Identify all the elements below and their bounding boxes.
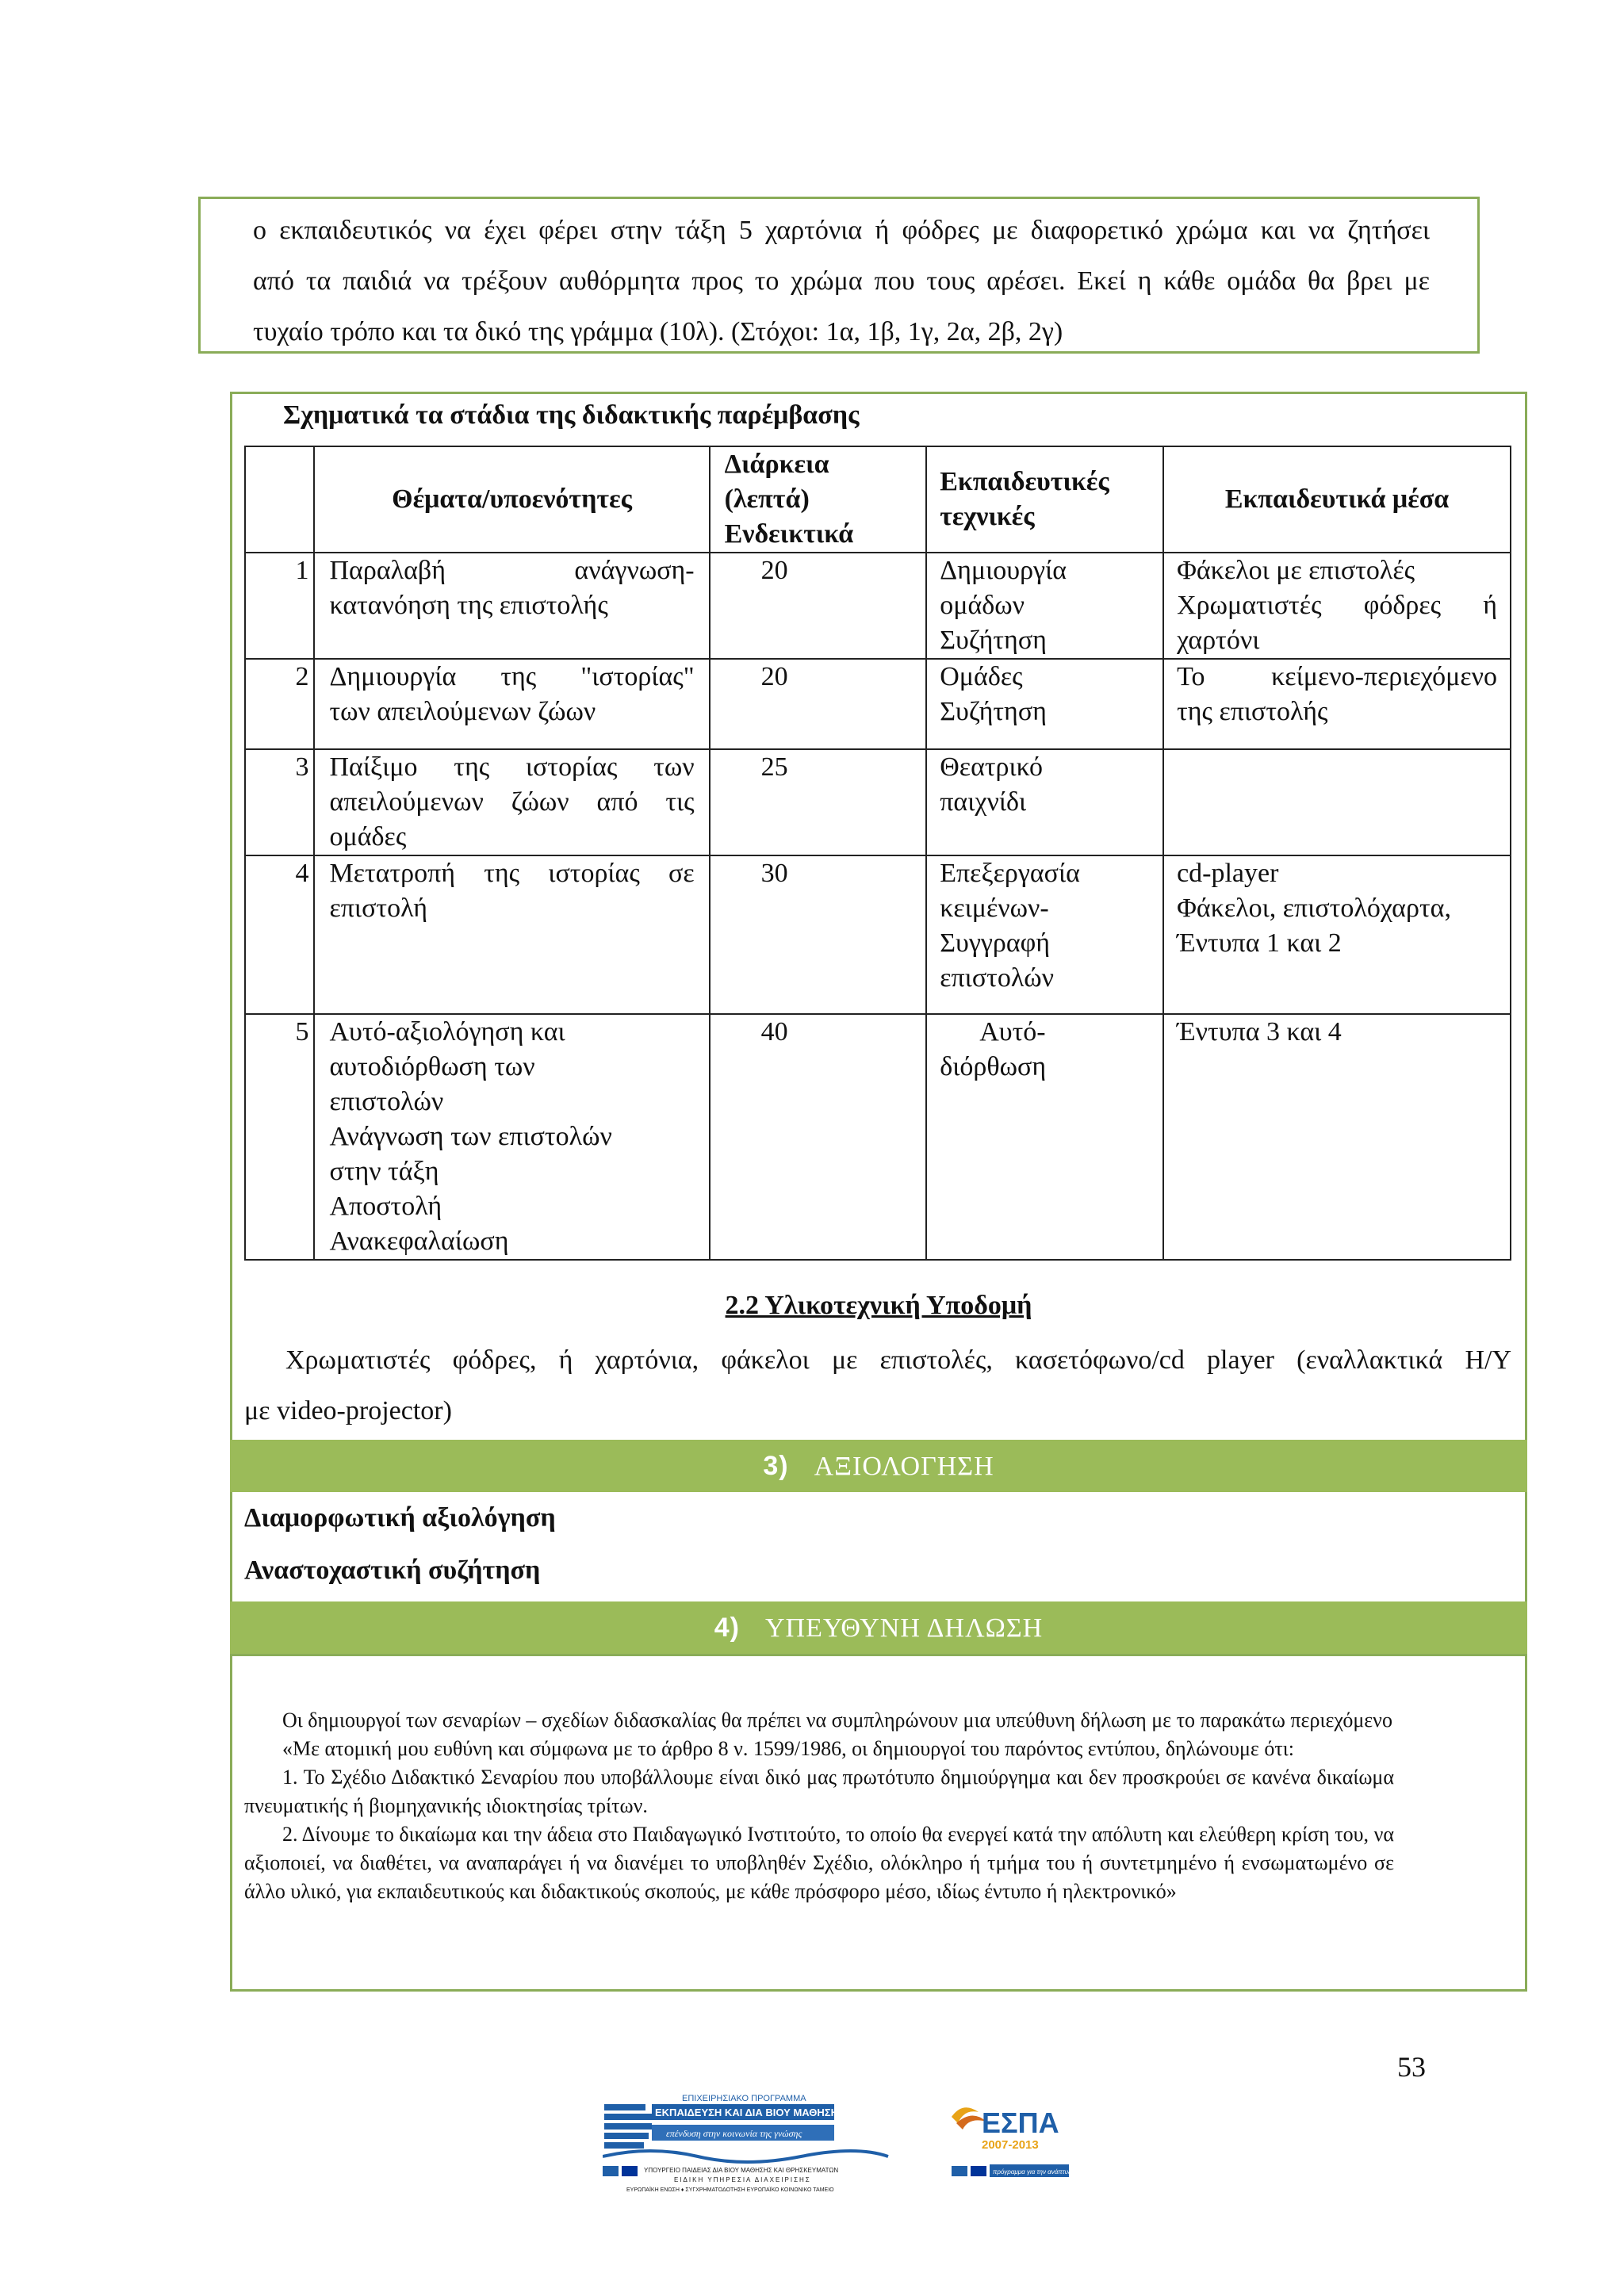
media-line: της επιστολής <box>1177 697 1328 726</box>
infrastructure-line-2: με video-projector) <box>244 1396 452 1425</box>
footer-logo-graphic <box>603 2093 1078 2196</box>
topic-line: Παραλαβή ανάγνωση- <box>329 556 695 585</box>
topic-line: Ανακεφαλαίωση <box>329 1226 509 1256</box>
table-row <box>245 855 1511 1014</box>
topic-line: επιστολών <box>329 1087 444 1116</box>
topic-line: στην τάξη <box>329 1157 439 1186</box>
row-techniques <box>926 659 1163 749</box>
evaluation-title: ΑΞΙΟΛΟΓΗΣΗ <box>814 1452 994 1481</box>
evaluation-item-reflective: Αναστοχαστική συζήτηση <box>244 1556 541 1585</box>
header-topics: Θέματα/υποενότητες <box>314 446 709 553</box>
program-line-1: ΕΠΙΧΕΙΡΗΣΙΑΚΟ ΠΡΟΓΡΑΜΜΑ <box>682 2094 806 2103</box>
row-topic <box>314 1014 709 1260</box>
eu-flag-icon <box>971 2166 986 2176</box>
tech-line: Αυτό- <box>979 1017 1046 1047</box>
greek-flag-icon <box>603 2166 619 2176</box>
row-topic <box>314 659 709 749</box>
table-row <box>245 1014 1511 1260</box>
program-line-2: ΕΚΠΑΙΔΕΥΣΗ ΚΑΙ ΔΙΑ ΒΙΟΥ ΜΑΘΗΣΗ <box>655 2107 838 2118</box>
tech-line: Συζήτηση <box>940 626 1047 655</box>
header-duration-2: (λεπτά) <box>724 484 810 514</box>
stages-table <box>244 446 1511 1261</box>
declaration-text <box>244 1706 1394 1906</box>
table-header-row <box>245 446 1511 553</box>
tech-line: Δημιουργία <box>940 556 1067 585</box>
tech-line: διόρθωση <box>940 1052 1047 1081</box>
row-techniques <box>926 855 1163 1014</box>
topic-line: Ανάγνωση των επιστολών <box>329 1122 612 1151</box>
infrastructure-line-1: Χρωματιστές φόδρες, ή χαρτόνια, φάκελοι με επιστολές, κασετόφωνο/cd player (εναλλακτικά Η/Υ <box>285 1345 1511 1375</box>
declaration-paragraph: 2. Δίνουμε το δικαίωμα και την άδεια στο Παιδαγωγικό Ινστιτούτο, το οποίο θα ενεργεί κατά την απόλυτη και ελεύθερη κρίση του, να αξιοποιεί, να διαθέτει, να αναπαράγει ή να διανέμει το υποβληθέν Σχέδιο, ολόκληρο ή τμήμα του ή συντετμημένο ή ενσωματωμένο σε άλλο υλικό, για εκπαιδευτικούς και διδακτικούς σκοπούς, με κάθε πρόσφορο μέσο, ιδίως έντυπο ή ηλεκτρονικό» <box>244 1823 1394 1903</box>
ministry-line-1: ΥΠΟΥΡΓΕΙΟ ΠΑΙΔΕΙΑΣ ΔΙΑ ΒΙΟΥ ΜΑΘΗΣΗΣ ΚΑΙ ΘΡΗΣΚΕΥΜΑΤΩΝ <box>644 2167 839 2174</box>
stages-title: Σχηματικά τα στάδια της διδακτικής παρέμβασης <box>283 400 860 430</box>
row-media <box>1163 659 1511 749</box>
topic-line: ομάδες <box>329 822 407 851</box>
row-duration: 20 <box>710 553 927 659</box>
media-line: Το κείμενο-περιεχόμενο <box>1177 662 1497 691</box>
tech-line: ομάδων <box>940 591 1025 620</box>
topic-line: απειλούμενων ζώων από τις <box>329 787 695 817</box>
row-duration: 20 <box>710 659 927 749</box>
row-duration: 40 <box>710 1014 927 1260</box>
header-num <box>245 446 314 553</box>
topic-line: των απειλούμενων ζώων <box>329 697 596 726</box>
declaration-paragraph: 1. Το Σχέδιο Διδακτικό Σεναρίου που υποβάλλουμε είναι δικό μας πρωτότυπο δημιούργημα και δεν προσκρούει σε κανένα δικαίωμα πνευματικής ή βιομηχανικής ιδιοκτησίας τρίτων. <box>244 1766 1394 1817</box>
ministry-line-2: ΕΙΔΙΚΗ ΥΠΗΡΕΣΙΑ ΔΙΑΧΕΙΡΙΣΗΣ <box>674 2176 811 2183</box>
media-line: Χρωματιστές φόδρες ή <box>1177 591 1497 620</box>
espa-years: 2007-2013 <box>982 2138 1039 2152</box>
row-techniques <box>926 1014 1163 1260</box>
media-line: Έντυπα 1 και 2 <box>1177 928 1342 958</box>
topic-line: Παίξιμο της ιστορίας των <box>329 752 695 782</box>
header-duration-1: Διάρκεια <box>724 450 829 479</box>
topic-line: Μετατροπή της ιστορίας σε <box>329 859 695 888</box>
topic-line: Αυτό-αξιολόγηση και <box>329 1017 565 1047</box>
declaration-section-bar <box>230 1601 1527 1654</box>
intro-line-3: τυχαίο τρόπο και τα δικό της γράμμα (10λ). (Στόχοι: 1α, 1β, 1γ, 2α, 2β, 2γ) <box>253 317 1063 346</box>
row-techniques <box>926 553 1163 659</box>
header-media: Εκπαιδευτικά μέσα <box>1163 446 1511 553</box>
row-duration: 25 <box>710 749 927 855</box>
table-row <box>245 659 1511 749</box>
row-topic <box>314 749 709 855</box>
media-line: cd-player <box>1177 859 1279 888</box>
row-duration: 30 <box>710 855 927 1014</box>
row-techniques <box>926 749 1163 855</box>
topic-line: επιστολή <box>329 894 428 923</box>
espa-slogan: πρόγραμμα για την ανάπτυξη <box>993 2168 1075 2175</box>
declaration-number: 4) <box>714 1613 740 1643</box>
header-duration-3: Ενδεικτικά <box>724 519 854 549</box>
intro-line-2: από τα παιδιά να τρέξουν αυθόρμητα προς το χρώμα που τους αρέσει. Εκεί η κάθε ομάδα θα βρει με <box>253 266 1430 296</box>
table-row <box>245 749 1511 855</box>
infrastructure-title: 2.2 Υλικοτεχνική Υποδομή <box>725 1291 1032 1320</box>
topic-line: αυτοδιόρθωση των <box>329 1052 535 1081</box>
evaluation-number: 3) <box>763 1451 789 1481</box>
media-line: Φάκελοι με επιστολές <box>1177 556 1415 585</box>
row-media <box>1163 553 1511 659</box>
tech-line: Επεξεργασία <box>940 859 1080 888</box>
declaration-paragraph: «Με ατομική μου ευθύνη και σύμφωνα με το άρθρο 8 ν. 1599/1986, οι δημιουργοί του παρόντος εντύπου, δηλώνουμε ότι: <box>282 1737 1295 1760</box>
header-techniques-2: τεχνικές <box>940 502 1035 531</box>
topic-line: κατανόηση της επιστολής <box>329 591 608 620</box>
tech-line: παιχνίδι <box>940 787 1027 817</box>
evaluation-section-bar <box>230 1440 1527 1492</box>
row-media <box>1163 749 1511 855</box>
tech-line: Συγγραφή <box>940 928 1051 958</box>
ministry-line-3: ΕΥΡΩΠΑΪΚΗ ΕΝΩΣΗ ♦ ΣΥΓΧΡΗΜΑΤΟΔΟΤΗΣΗ ΕΥΡΩΠΑΪΚΟ ΚΟΙΝΩΝΙΚΟ ΤΑΜΕΙΟ <box>626 2187 834 2193</box>
row-topic <box>314 855 709 1014</box>
row-num: 4 <box>245 855 314 1014</box>
header-techniques-1: Εκπαιδευτικές <box>940 467 1109 496</box>
media-line: χαρτόνι <box>1177 626 1260 655</box>
row-media <box>1163 1014 1511 1260</box>
row-topic <box>314 553 709 659</box>
tech-line: Θεατρικό <box>940 752 1044 782</box>
declaration-title: ΥΠΕΥΘΥΝΗ ΔΗΛΩΣΗ <box>764 1613 1044 1643</box>
topic-line: Αποστολή <box>329 1192 442 1221</box>
media-line: Φάκελοι, επιστολόχαρτα, <box>1177 894 1451 923</box>
intro-line-1: ο εκπαιδευτικός να έχει φέρει στην τάξη 5 χαρτόνια ή φόδρες με διαφορετικό χρώμα και να ζητήσει <box>253 216 1430 245</box>
page-number: 53 <box>1397 2051 1426 2083</box>
declaration-paragraph: Οι δημιουργοί των σεναρίων – σχεδίων διδασκαλίας θα πρέπει να συμπληρώνουν μια υπεύθυνη δήλωση με το παρακάτω περιεχόμενο <box>282 1709 1392 1732</box>
tech-line: Συζήτηση <box>940 697 1047 726</box>
row-media <box>1163 855 1511 1014</box>
table-row <box>245 553 1511 659</box>
topic-line: Δημιουργία της "ιστορίας" <box>329 662 695 691</box>
row-num: 2 <box>245 659 314 749</box>
row-num: 5 <box>245 1014 314 1260</box>
tech-line: κειμένων- <box>940 894 1049 923</box>
declaration-divider <box>230 1654 1527 1656</box>
header-techniques <box>926 446 1163 553</box>
header-duration <box>710 446 927 553</box>
tech-line: Ομάδες <box>940 662 1023 691</box>
row-num: 3 <box>245 749 314 855</box>
row-num: 1 <box>245 553 314 659</box>
infrastructure-text <box>285 1335 1511 1386</box>
program-line-3: επένδυση στην κοινωνία της γνώσης <box>666 2128 802 2139</box>
intro-box <box>198 197 1480 354</box>
espa-title: ΕΣΠΑ <box>982 2107 1059 2139</box>
greek-flag-icon <box>952 2166 967 2176</box>
footer-logos <box>603 2093 1078 2196</box>
eu-flag-icon <box>622 2166 638 2176</box>
media-line: Έντυπα 3 και 4 <box>1177 1017 1342 1047</box>
tech-line: επιστολών <box>940 963 1055 993</box>
evaluation-item-formative: Διαμορφωτική αξιολόγηση <box>244 1503 556 1533</box>
